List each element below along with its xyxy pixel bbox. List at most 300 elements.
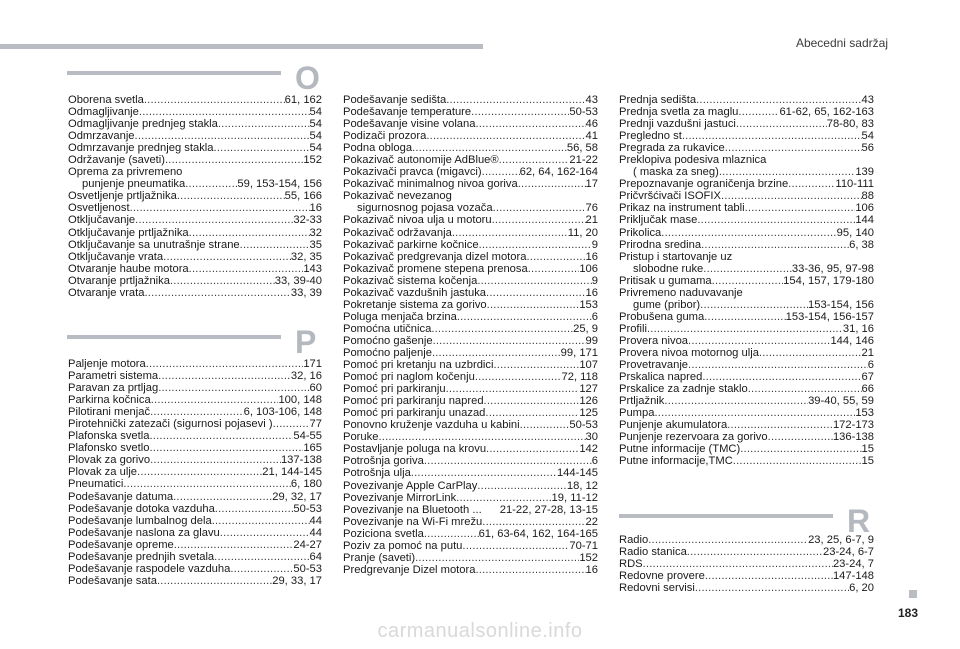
dot-leader — [759, 347, 862, 359]
entry-pages: 67 — [861, 371, 874, 384]
entry-pages: 25, 9 — [573, 322, 598, 335]
dot-leader — [158, 370, 291, 382]
index-column-r — [619, 534, 874, 594]
entry-term: Poziciona svetla — [343, 527, 424, 540]
index-entry — [619, 227, 874, 239]
index-entry — [343, 395, 598, 407]
entry-term: Pomoć pri parkiranju — [343, 383, 446, 396]
entry-term: Postavljanje poluga na krovu — [343, 443, 487, 456]
entry-term: Prikaz na instrument tabli — [619, 202, 745, 215]
entry-term: Plafonska svetla — [68, 430, 150, 443]
dot-leader — [745, 202, 856, 214]
index-entry — [619, 558, 874, 570]
entry-term: Pokazivač minimalnog nivoa goriva — [343, 178, 518, 191]
index-entry — [343, 528, 598, 540]
entry-pages: 54 — [309, 142, 322, 155]
index-entry — [343, 166, 598, 178]
dot-leader — [475, 564, 585, 576]
entry-term: Potrošnja goriva — [343, 455, 424, 468]
index-entry — [68, 394, 322, 406]
page-number: 183 — [897, 606, 918, 620]
entry-pages: 99, 171 — [560, 346, 598, 359]
entry-term: Pregrada za rukavice — [619, 142, 725, 155]
entry-pages: 50-53 — [569, 419, 598, 432]
entry-pages: 21-22 — [569, 154, 598, 167]
entry-term: Prepoznavanje ograničenja brzine — [619, 178, 789, 191]
index-entry — [343, 239, 598, 251]
entry-pages: 9 — [591, 238, 598, 251]
dot-leader — [139, 106, 310, 118]
entry-term: Prednja svetla za maglu — [619, 106, 739, 119]
entry-pages: 144, 146 — [830, 334, 874, 347]
entry-term: Pokretanje sistema za gorivo — [343, 298, 487, 311]
entry-term: Pokazivač promene stepena prenosa — [343, 262, 528, 275]
entry-term: Poziv za pomoć na putu — [343, 539, 463, 552]
dot-leader — [518, 178, 586, 190]
entry-term: Prirodna sredina — [619, 238, 702, 251]
section-p-header — [67, 326, 323, 360]
entry-pages: 54 — [309, 106, 322, 119]
dot-leader — [499, 154, 570, 166]
entry-pages: 6 — [867, 359, 874, 372]
entry-pages: 88 — [861, 190, 874, 203]
entry-term: Pomoćno gašenje — [343, 334, 433, 347]
dot-leader — [144, 287, 290, 299]
index-entry: Oprema za privremeno — [68, 166, 183, 179]
index-entry — [619, 311, 874, 323]
dot-leader — [412, 142, 567, 154]
entry-pages: 152 — [579, 551, 598, 564]
entry-pages: 54 — [309, 130, 322, 143]
entry-pages: 54 — [309, 118, 322, 131]
dot-leader — [687, 546, 823, 558]
index-entry — [343, 142, 598, 154]
entry-term: Podešavanje visine volana — [343, 118, 476, 131]
entry-pages: 15 — [861, 443, 874, 456]
entry-term: Parametri sistema — [68, 370, 159, 383]
entry-pages: 153-154, 156-157 — [785, 310, 874, 323]
entry-term: Otvaranje vrata — [68, 286, 145, 299]
header-rule — [0, 44, 483, 49]
entry-pages: 110-111 — [835, 178, 874, 191]
dot-leader — [158, 382, 309, 394]
entry-term: Povezivanje na Bluetooth ... — [343, 503, 482, 516]
dot-leader — [170, 275, 275, 287]
entry-pages: 6 — [591, 310, 598, 323]
entry-pages: 100, 148 — [278, 394, 322, 407]
dot-leader — [705, 570, 833, 582]
index-entry — [68, 214, 322, 226]
entry-pages: 24-27 — [293, 538, 322, 551]
entry-term: Prednja sedišta — [619, 94, 697, 106]
dot-leader — [701, 239, 849, 251]
index-entry — [68, 190, 322, 202]
entry-term: Pomoć pri kretanju na uzbrdici — [343, 359, 494, 372]
entry-term: Redovne provere — [619, 570, 705, 583]
entry-term: Poruke — [343, 431, 379, 444]
entry-term: Odmagljivanje prednjeg stakla — [68, 118, 218, 131]
entry-pages: 61, 63-64, 162, 164-165 — [478, 527, 598, 540]
index-column-p3 — [619, 94, 874, 467]
index-entry — [343, 492, 598, 504]
entry-term: Otključavanje vrata — [68, 250, 164, 263]
index-entry — [619, 347, 874, 359]
entry-term: Paravan za prtljag — [68, 382, 159, 395]
entry-pages: 21, 144-145 — [262, 466, 322, 479]
entry-term: Povezivanje na Wi-Fi mrežu — [343, 515, 483, 528]
entry-term: Predgrevanje Dizel motora — [343, 563, 476, 576]
dot-leader — [643, 558, 833, 570]
index-entry — [343, 227, 598, 239]
entry-pages: 152 — [303, 154, 322, 167]
index-entry — [68, 358, 322, 370]
entry-pages: 30 — [585, 431, 598, 444]
index-entry — [343, 311, 598, 323]
section-rule — [67, 71, 281, 75]
index-entry — [68, 406, 322, 418]
section-o-header — [67, 62, 323, 96]
index-entry — [68, 227, 322, 239]
entry-pages: 143 — [303, 262, 322, 275]
entry-term: Plovak za gorivo — [68, 454, 151, 467]
entry-term: Pomoćna utičnica — [343, 322, 432, 335]
entry-term: Poluga menjača brzina — [343, 310, 457, 323]
index-entry — [343, 540, 598, 552]
section-letter: O — [295, 60, 320, 96]
entry-term: Prednji vazdušni jastuci — [619, 118, 736, 131]
index-entry — [343, 371, 598, 383]
entry-pages: 19, 11-12 — [551, 491, 598, 504]
dot-leader — [144, 94, 285, 106]
entry-pages: 153-154, 156 — [808, 298, 874, 311]
entry-pages: 23-24, 6-7 — [823, 546, 874, 559]
entry-term: Pilotirani menjač — [68, 406, 151, 419]
entry-pages: 137-138 — [280, 454, 322, 467]
index-entry — [343, 263, 598, 275]
entry-term: Punjenje akumulatora — [619, 419, 728, 432]
dot-leader — [165, 154, 303, 166]
entry-term: Pričvršćivači ISOFIX — [619, 190, 721, 203]
entry-pages: 136-138 — [832, 431, 874, 444]
entry-pages: 16 — [585, 250, 598, 263]
dot-leader — [648, 534, 808, 546]
entry-term: Podešavanje prednjih svetala — [68, 550, 215, 563]
index-entry — [343, 431, 598, 443]
entry-term: Probušena guma — [619, 310, 705, 323]
entry-term: Pneumatici — [68, 478, 124, 491]
index-entry — [619, 335, 874, 347]
index-entry — [343, 94, 598, 106]
index-entry — [68, 466, 322, 478]
dot-leader — [456, 492, 551, 504]
index-entry — [619, 359, 874, 371]
entry-term: Pranje (saveti) — [343, 551, 416, 564]
entry-pages: 64 — [309, 550, 322, 563]
entry-term: Radio — [619, 534, 649, 546]
index-entry — [343, 299, 598, 311]
index-entry — [68, 527, 322, 539]
dot-leader — [150, 406, 244, 418]
entry-pages: 33, 39-40 — [274, 274, 322, 287]
entry-pages: 16 — [585, 563, 598, 576]
section-letter: R — [847, 503, 871, 539]
dot-leader — [482, 516, 585, 528]
entry-pages: 32, 35 — [290, 250, 322, 263]
dot-leader — [214, 142, 310, 154]
index-entry — [343, 130, 598, 142]
dot-leader — [433, 335, 586, 347]
entry-pages: 41 — [585, 130, 598, 143]
entry-term: Pokazivač sistema kočenja — [343, 274, 478, 287]
dot-leader — [149, 442, 303, 454]
entry-term: Prikolica — [619, 226, 662, 239]
dot-leader — [151, 394, 279, 406]
dot-leader — [157, 575, 272, 587]
entry-pages: 172-173 — [832, 419, 874, 432]
index-entry — [68, 130, 322, 142]
index-entry — [68, 551, 322, 563]
entry-pages: 144-145 — [556, 467, 598, 480]
entry-term: Odmrzavanje — [68, 130, 135, 143]
entry-term: Podešavanje opreme — [68, 538, 174, 551]
entry-term: Otvaranje haube motora — [68, 262, 189, 275]
entry-term: Priključak mase — [619, 214, 698, 227]
index-entry — [343, 407, 598, 419]
dot-leader — [688, 359, 868, 371]
entry-pages: 23-24, 7 — [832, 558, 874, 571]
dot-leader — [446, 383, 580, 395]
dot-leader — [212, 515, 310, 527]
index-entry — [343, 467, 598, 479]
dot-leader — [486, 287, 586, 299]
dot-leader — [424, 455, 592, 467]
dot-leader — [163, 251, 291, 263]
index-entry — [343, 251, 598, 263]
index-entry — [343, 359, 598, 371]
entry-pages: 15 — [861, 455, 874, 468]
index-entry: Preklopiva podesiva mlaznica — [619, 154, 767, 167]
dot-leader — [240, 239, 310, 251]
entry-pages: 125 — [579, 407, 598, 420]
index-entry — [343, 455, 598, 467]
dot-leader — [457, 311, 592, 323]
entry-term: Odmrzavanje prednjeg stakla — [68, 142, 214, 155]
entry-term: Redovni servisi — [619, 582, 695, 595]
index-entry: Pristup i startovanje uz — [619, 250, 733, 263]
entry-pages: 16 — [309, 202, 322, 215]
dot-leader — [526, 251, 585, 263]
section-rule — [619, 514, 833, 518]
index-entry — [619, 142, 874, 154]
entry-pages: 106 — [579, 262, 598, 275]
entry-term: Odmagljivanje — [68, 106, 139, 119]
entry-term: Podešavanje sata — [68, 574, 157, 587]
index-entry — [343, 443, 598, 455]
entry-term: Plafonsko svetlo — [68, 442, 150, 455]
entry-pages: 77 — [309, 418, 322, 431]
dot-leader — [177, 190, 285, 202]
index-entry — [619, 275, 874, 287]
entry-term: Otključavanje prtljažnika — [68, 226, 189, 239]
dot-leader — [218, 118, 310, 130]
dot-leader — [215, 503, 294, 515]
dot-leader — [378, 431, 585, 443]
dot-leader — [528, 263, 580, 275]
dot-leader — [697, 214, 855, 226]
index-entry — [619, 323, 874, 335]
dot-leader — [411, 467, 557, 479]
index-entry — [619, 455, 874, 467]
entry-term: Pokazivači pravca (migavci) — [343, 166, 482, 179]
entry-pages: 147-148 — [832, 570, 874, 583]
entry-term: Otključavanje sa unutrašnje strane — [68, 238, 240, 251]
entry-pages: 6 — [591, 455, 598, 468]
entry-pages: 76 — [585, 202, 598, 215]
index-entry — [343, 154, 598, 166]
index-entry — [619, 106, 874, 118]
dot-leader — [702, 371, 861, 383]
dot-leader — [688, 335, 830, 347]
entry-term: Podešavanje naslona za glavu — [68, 526, 220, 539]
dot-leader — [477, 480, 567, 492]
index-entry — [68, 106, 322, 118]
dot-leader — [704, 311, 785, 323]
index-entry — [619, 431, 874, 443]
dot-leader — [130, 202, 310, 214]
dot-leader — [788, 178, 835, 190]
entry-pages: 39-40, 55, 59 — [808, 395, 874, 408]
entry-pages: 61, 162 — [284, 94, 322, 106]
entry-pages: 127 — [579, 383, 598, 396]
entry-term: Pumpa — [619, 407, 655, 420]
entry-pages: 66 — [861, 383, 874, 396]
dot-leader — [424, 528, 479, 540]
entry-term: Pokazivač parkirne kočnice — [343, 238, 479, 251]
index-entry — [343, 106, 598, 118]
dot-leader — [748, 383, 862, 395]
entry-term: Prtljažnik — [619, 395, 665, 408]
entry-term: Pokazivač vazdušnih jastuka — [343, 286, 487, 299]
entry-term: Provera nivoa motornog ulja — [619, 346, 759, 359]
index-entry — [343, 383, 598, 395]
dot-leader — [727, 419, 833, 431]
dot-leader — [484, 395, 580, 407]
dot-leader — [736, 118, 827, 130]
entry-term: Paljenje motora — [68, 358, 146, 370]
dot-leader — [415, 552, 579, 564]
index-entry — [619, 546, 874, 558]
entry-term: Pomoć pri naglom kočenju — [343, 371, 475, 384]
dot-leader — [462, 540, 569, 552]
dot-leader — [431, 323, 573, 335]
entry-pages: 55, 166 — [284, 190, 322, 203]
index-entry — [68, 454, 322, 466]
dot-leader — [135, 214, 293, 226]
entry-term: Osvetljenje prtljažnika — [68, 190, 177, 203]
index-entry — [619, 166, 874, 178]
entry-term: Osvetljenost — [68, 202, 130, 215]
index-entry — [343, 480, 598, 492]
dot-leader — [220, 527, 310, 539]
dot-leader — [664, 395, 808, 407]
entry-pages: 22 — [585, 515, 598, 528]
index-entry — [68, 575, 322, 587]
entry-pages: 21-22, 27-28, 13-15 — [499, 503, 598, 516]
entry-pages: 50-53 — [293, 562, 322, 575]
entry-term: Punjenje rezervoara za gorivo — [619, 431, 768, 444]
dot-leader — [682, 130, 862, 142]
entry-term: Podešavanje dotoka vazduha — [68, 502, 215, 515]
dot-leader — [446, 94, 585, 106]
index-entry — [343, 287, 598, 299]
index-entry — [68, 118, 322, 130]
entry-pages: 43 — [585, 94, 598, 106]
entry-term: Putne informacije (TMC) — [619, 443, 741, 456]
dot-leader — [712, 275, 784, 287]
entry-pages: 6, 38 — [849, 238, 874, 251]
entry-term: Ponovno kruženje vazduha u kabini — [343, 419, 520, 432]
index-entry — [619, 190, 874, 202]
dot-leader — [146, 358, 304, 370]
entry-pages: 32, 16 — [290, 370, 322, 383]
index-entry — [343, 178, 598, 190]
index-entry — [68, 382, 322, 394]
entry-pages: 11, 20 — [567, 226, 598, 239]
entry-term: Povezivanje Apple CarPlay — [343, 479, 478, 492]
dot-leader — [725, 142, 862, 154]
entry-pages: 61-62, 65, 162-163 — [779, 106, 874, 119]
entry-pages: 43 — [861, 94, 874, 106]
entry-pages: 21 — [585, 214, 598, 227]
entry-pages: 46 — [585, 118, 598, 131]
dot-leader — [700, 299, 808, 311]
entry-term: Pomoćno paljenje — [343, 346, 432, 359]
dot-leader — [486, 443, 579, 455]
dot-leader — [661, 227, 836, 239]
index-entry — [619, 419, 874, 431]
entry-term: Podešavanje temperature — [343, 106, 472, 119]
dot-leader — [647, 323, 843, 335]
entry-term: RDS — [619, 558, 643, 571]
entry-pages: 62, 64, 162-164 — [519, 166, 598, 179]
index-entry — [343, 504, 598, 516]
entry-pages: 144 — [855, 214, 874, 227]
index-entry — [68, 202, 322, 214]
entry-term: Podna obloga — [343, 142, 413, 155]
dot-leader — [493, 202, 586, 214]
index-entry — [619, 582, 874, 594]
index-entry — [619, 214, 874, 226]
entry-term: Pomoć pri parkiranju napred — [343, 395, 484, 408]
entry-pages: 32-33 — [293, 214, 322, 227]
watermark: carmanualsonline.info — [377, 620, 583, 642]
entry-pages: 107 — [579, 359, 598, 372]
corner-marker — [909, 590, 917, 598]
dot-leader — [696, 94, 861, 106]
entry-pages: 54-55 — [293, 430, 322, 443]
index-entry — [343, 552, 598, 564]
index-entry — [68, 94, 322, 106]
index-entry — [68, 275, 322, 287]
index-entry — [68, 251, 322, 263]
index-entry — [68, 442, 322, 454]
entry-term: sigurnosnog pojasa vozača — [357, 202, 493, 215]
entry-term: ( maska za sneg) — [633, 166, 719, 179]
dot-leader — [738, 106, 779, 118]
entry-term: Pokazivač predgrevanja dizel motora — [343, 250, 527, 263]
entry-term: Pirotehnički zatezači (sigurnosi pojasevi ) — [68, 418, 273, 431]
entry-term: Podešavanje lumbalnog dela — [68, 514, 212, 527]
